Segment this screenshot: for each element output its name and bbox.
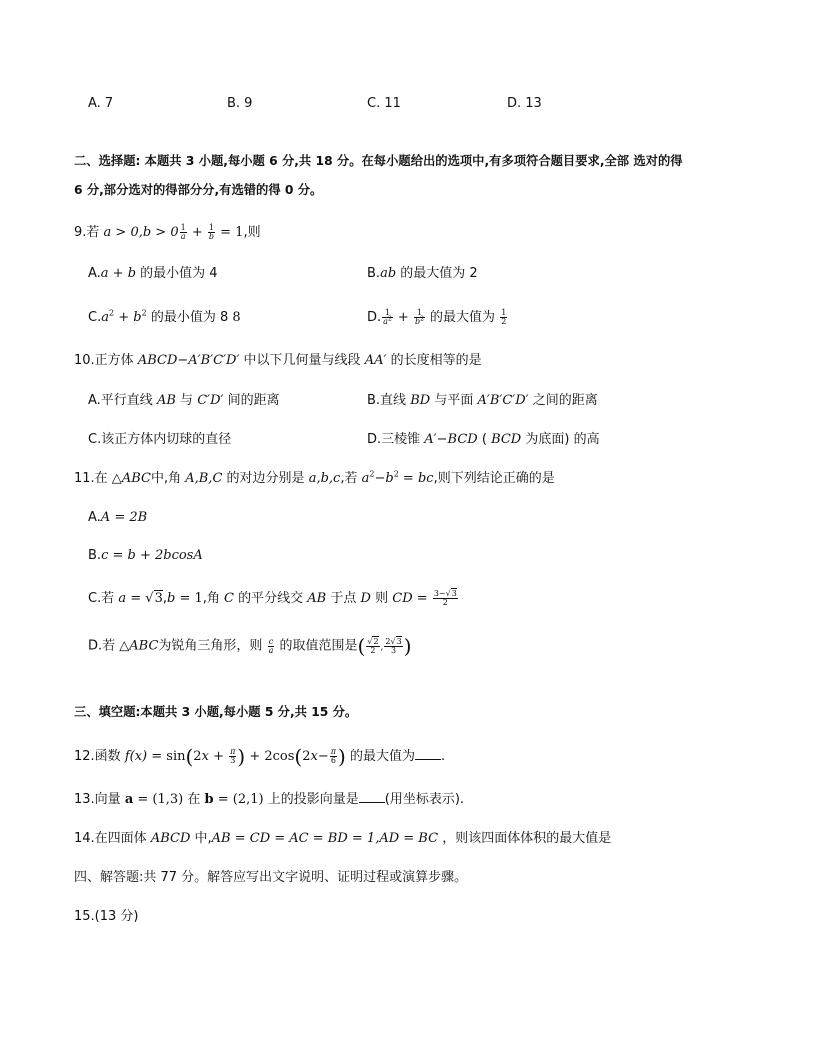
q9-option-d: D. $\frac{1}{a^2}$ + $\frac{1}{b^2}$ 的最大值为 $\frac{1}{2}$ [367, 308, 507, 326]
q14-stem: 14.在四面体 ABCD 中,AB = CD = AC = BD = 1,AD = BC ，则该四面体体积的最大值是 [74, 831, 612, 846]
q9-option-c: $C.a^2 + b^2$ 的最小值为 8 8 [88, 308, 241, 325]
q12-stem: 12.函数 f(x) = sin(2x + $\frac{\pi}{3}$ ) + 2cos(2x− $\frac{\pi}{6}$ ) 的最大值为 . [74, 744, 446, 769]
section4-heading: 四、解答题:共 77 分。解答应写出文字说明、证明过程或演算步骤。 [74, 870, 468, 885]
q11-stem: 11.在 △ABC中,角 A,B,C 的对边分别是 a,b,c,若 $a^2-b^2$ = bc,则下列结论正确的是 [74, 469, 555, 486]
q9-option-b: B.ab 的最大值为 2 [367, 266, 478, 281]
q11-option-c: C.若 a = √3,b = 1,角 C 的平分线交 AB 于点 D 则 CD = $\frac{3-√3}{2}$ [88, 589, 457, 607]
q8-option-c: C. 11 [367, 96, 401, 111]
q9-stem: 9.若 a > 0,b > 0 $\frac{1}{a}$ + $\frac{1}{b}$ = 1,则 [74, 223, 261, 241]
q9-option-a: A.a + b 的最小值为 4 [88, 266, 218, 281]
q9-equation: = 1 [220, 225, 244, 240]
q11-option-b: B.c = b + 2bcosA [88, 548, 203, 563]
q13-stem: 13.向量 a = (1,3) 在 b = (2,1) 上的投影向量是 (用坐标表示). [74, 792, 465, 807]
section2-heading-line2: 6 分,部分选对的得部分分,有选错的得 0 分。 [74, 183, 323, 197]
q10-option-b: B.直线 BD 与平面 A′B′C′D′ 之间的距离 [367, 393, 598, 408]
q13-answer-blank [359, 790, 385, 803]
q11-option-d: D.若 △ABC为锐角三角形，则 $\frac{c}{a}$ 的取值范围是( $\frac{√2}{2}$ , $\frac{2√3}{3}$ ) [88, 634, 412, 658]
q9-number: 9.若 [74, 225, 100, 240]
q9-condition: a > 0,b > 0 [103, 225, 179, 240]
q8-option-b: B. 9 [227, 96, 253, 111]
q15-heading: 15.(13 分) [74, 909, 139, 924]
section2-heading-line1: 二、选择题: 本题共 3 小题,每小题 6 分,共 18 分。在每小题给出的选项中,有多项符合题目要求,全部 选对的得 [74, 154, 683, 168]
q9-frac-1-over-a: $\frac{1}{a}$ [180, 223, 186, 241]
q10-option-d: D.三棱锥 A′−BCD ( BCD 为底面) 的高 [367, 432, 600, 447]
q10-option-a: A.平行直线 AB 与 C′D′ 间的距离 [88, 393, 280, 408]
q9-tail: ,则 [243, 225, 261, 240]
q10-option-c: C.该正方体内切球的直径 [88, 432, 232, 447]
q12-answer-blank [415, 747, 441, 760]
section3-heading: 三、填空题:本题共 3 小题,每小题 5 分,共 15 分。 [74, 705, 358, 719]
q10-stem: 10.正方体 ABCD−A′B′C′D′ 中以下几何量与线段 AA′ 的长度相等的是 [74, 353, 482, 368]
q8-option-a: A. 7 [88, 96, 114, 111]
q11-option-a: A.A = 2B [88, 510, 148, 525]
q8-option-d: D. 13 [507, 96, 542, 111]
q9-frac-1-over-b: $\frac{1}{b}$ [208, 223, 215, 241]
